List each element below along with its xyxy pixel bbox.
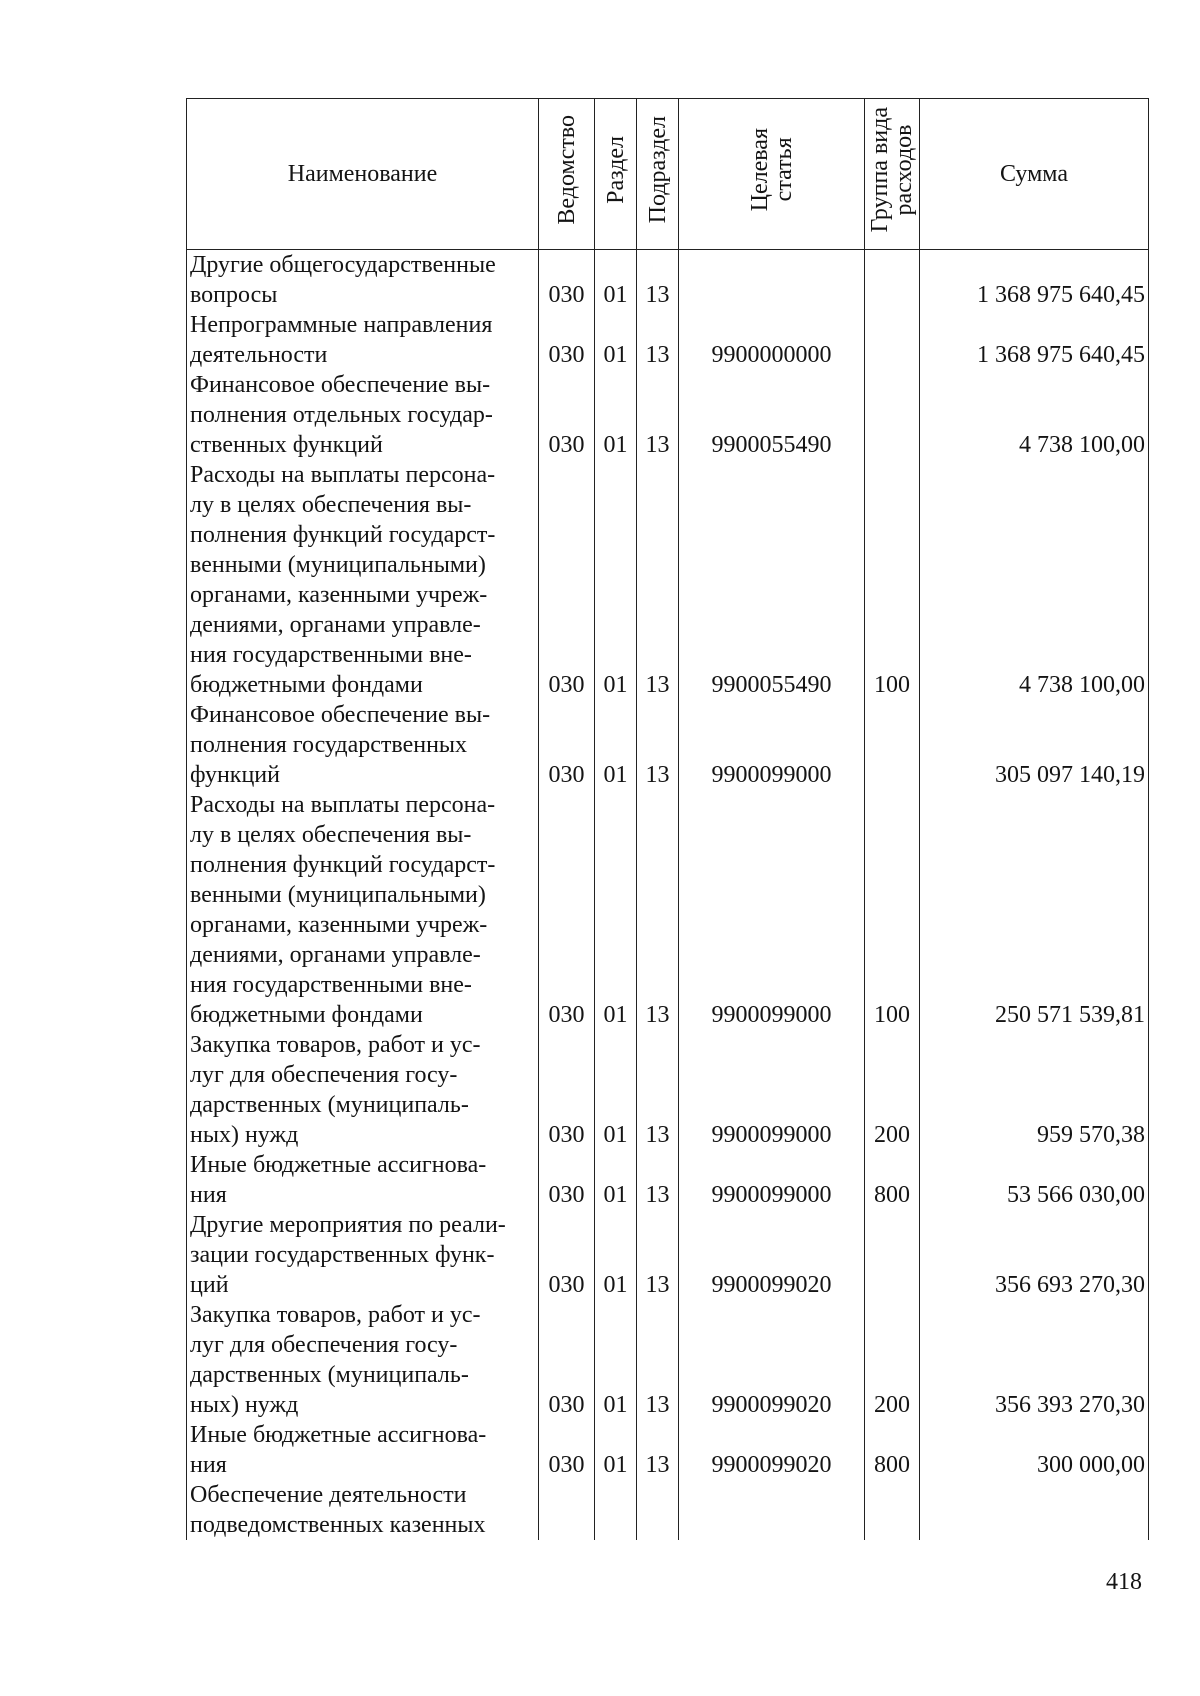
cell-amount: 4 738 100,00 <box>920 460 1149 700</box>
cell-name-line: луг для обеспечения госу- <box>190 1062 458 1088</box>
page-number: 418 <box>1106 1569 1142 1595</box>
cell-name-line: Финансовое обеспечение вы- <box>190 372 491 398</box>
cell-target-article: 9900099000 <box>679 700 865 790</box>
cell-name-line: дарственных (муниципаль- <box>190 1362 469 1388</box>
cell-target-article: 9900099020 <box>679 1420 865 1480</box>
cell-name-line: Обеспечение деятельности <box>190 1482 467 1508</box>
cell-name-line: ния государственными вне- <box>190 642 472 668</box>
cell-amount: 959 570,38 <box>920 1030 1149 1150</box>
cell-section: 01 <box>595 460 637 700</box>
cell-name-line: венными (муниципальными) <box>190 552 486 578</box>
cell-amount: 1 368 975 640,45 <box>920 310 1149 370</box>
table-row <box>187 1300 1149 1420</box>
cell-subsection: 13 <box>637 250 679 311</box>
cell-amount: 300 000,00 <box>920 1420 1149 1480</box>
cell-subsection <box>637 1480 679 1540</box>
cell-name-line: подведомственных казенных <box>190 1512 486 1538</box>
cell-department: 030 <box>539 460 595 700</box>
cell-section: 01 <box>595 370 637 460</box>
cell-section: 01 <box>595 1150 637 1210</box>
cell-subsection: 13 <box>637 700 679 790</box>
cell-expense-group: 800 <box>865 1150 920 1210</box>
cell-name-line: деятельности <box>190 342 328 368</box>
table-row <box>187 370 1149 460</box>
cell-section: 01 <box>595 1210 637 1300</box>
table-row <box>187 790 1149 1030</box>
cell-expense-group: 200 <box>865 1030 920 1150</box>
header-amount: Сумма <box>920 99 1149 250</box>
cell-name-line: вопросы <box>190 282 278 308</box>
cell-name-line: ственных функций <box>190 432 383 458</box>
cell-expense-group <box>865 1480 920 1540</box>
cell-name-line: дениями, органами управле- <box>190 612 481 638</box>
cell-name-line: Непрограммные направления <box>190 312 493 338</box>
cell-section: 01 <box>595 310 637 370</box>
cell-name <box>187 790 539 1030</box>
cell-amount: 4 738 100,00 <box>920 370 1149 460</box>
cell-name-line: полнения государственных <box>190 732 468 758</box>
cell-target-article: 9900099020 <box>679 1210 865 1300</box>
cell-name-line: бюджетными фондами <box>190 1002 423 1028</box>
header-department: Ведомство <box>539 99 595 250</box>
cell-name <box>187 310 539 370</box>
cell-target-article: 9900099000 <box>679 1030 865 1150</box>
cell-name <box>187 1420 539 1480</box>
cell-section: 01 <box>595 790 637 1030</box>
cell-department: 030 <box>539 790 595 1030</box>
cell-expense-group <box>865 250 920 311</box>
header-section: Раздел <box>595 99 637 250</box>
cell-expense-group <box>865 310 920 370</box>
cell-name-line: ния государственными вне- <box>190 972 472 998</box>
cell-subsection: 13 <box>637 790 679 1030</box>
cell-name <box>187 250 539 311</box>
cell-name-line: бюджетными фондами <box>190 672 423 698</box>
cell-name-line: органами, казенными учреж- <box>190 582 488 608</box>
cell-subsection: 13 <box>637 1210 679 1300</box>
table-row <box>187 700 1149 790</box>
cell-subsection: 13 <box>637 310 679 370</box>
cell-department <box>539 1480 595 1540</box>
cell-amount: 356 693 270,30 <box>920 1210 1149 1300</box>
cell-target-article: 9900055490 <box>679 370 865 460</box>
cell-amount: 250 571 539,81 <box>920 790 1149 1030</box>
table-row <box>187 1150 1149 1210</box>
header-expense-group: Группа вида расходов <box>865 99 920 250</box>
cell-target-article: 9900055490 <box>679 460 865 700</box>
cell-amount: 356 393 270,30 <box>920 1300 1149 1420</box>
cell-subsection: 13 <box>637 370 679 460</box>
cell-subsection: 13 <box>637 1420 679 1480</box>
cell-section: 01 <box>595 700 637 790</box>
cell-target-article <box>679 250 865 311</box>
cell-subsection: 13 <box>637 1300 679 1420</box>
cell-amount: 53 566 030,00 <box>920 1150 1149 1210</box>
cell-name-line: Расходы на выплаты персона- <box>190 462 496 488</box>
table-row <box>187 1420 1149 1480</box>
cell-expense-group: 100 <box>865 790 920 1030</box>
header-name: Наименование <box>187 99 539 250</box>
table-row <box>187 250 1149 311</box>
cell-name-line: Закупка товаров, работ и ус- <box>190 1302 481 1328</box>
cell-name-line: ных) нужд <box>190 1392 299 1418</box>
cell-name-line: полнения функций государст- <box>190 852 496 878</box>
cell-name <box>187 700 539 790</box>
cell-target-article <box>679 1480 865 1540</box>
cell-expense-group <box>865 700 920 790</box>
cell-amount <box>920 1480 1149 1540</box>
cell-name <box>187 1210 539 1300</box>
cell-expense-group <box>865 370 920 460</box>
cell-subsection: 13 <box>637 1150 679 1210</box>
cell-name-line: зации государственных функ- <box>190 1242 495 1268</box>
cell-target-article: 9900099000 <box>679 1150 865 1210</box>
cell-department: 030 <box>539 1030 595 1150</box>
cell-name-line: Закупка товаров, работ и ус- <box>190 1032 481 1058</box>
header-row <box>187 99 1149 250</box>
cell-name-line: ций <box>190 1272 229 1298</box>
cell-name-line: ния <box>190 1182 227 1208</box>
cell-section: 01 <box>595 250 637 311</box>
cell-department: 030 <box>539 1150 595 1210</box>
cell-section: 01 <box>595 1420 637 1480</box>
cell-name-line: ных) нужд <box>190 1122 299 1148</box>
cell-name-line: Другие общегосударственные <box>190 252 496 278</box>
cell-target-article: 9900000000 <box>679 310 865 370</box>
cell-amount: 1 368 975 640,45 <box>920 250 1149 311</box>
cell-name <box>187 1030 539 1150</box>
cell-department: 030 <box>539 700 595 790</box>
cell-section: 01 <box>595 1300 637 1420</box>
table-row <box>187 1030 1149 1150</box>
cell-name-line: дениями, органами управле- <box>190 942 481 968</box>
cell-department: 030 <box>539 1420 595 1480</box>
cell-name-line: дарственных (муниципаль- <box>190 1092 469 1118</box>
cell-name-line: Иные бюджетные ассигнова- <box>190 1152 487 1178</box>
cell-name-line: венными (муниципальными) <box>190 882 486 908</box>
cell-name-line: Расходы на выплаты персона- <box>190 792 496 818</box>
cell-name-line: Финансовое обеспечение вы- <box>190 702 491 728</box>
cell-department: 030 <box>539 310 595 370</box>
cell-department: 030 <box>539 1300 595 1420</box>
cell-name-line: лу в целях обеспечения вы- <box>190 822 472 848</box>
cell-name-line: лу в целях обеспечения вы- <box>190 492 472 518</box>
cell-subsection: 13 <box>637 1030 679 1150</box>
cell-section <box>595 1480 637 1540</box>
budget-table <box>186 98 1149 1540</box>
header-target-article: Целевая статья <box>679 99 865 250</box>
table-row <box>187 1210 1149 1300</box>
cell-expense-group: 200 <box>865 1300 920 1420</box>
cell-department: 030 <box>539 1210 595 1300</box>
cell-target-article: 9900099020 <box>679 1300 865 1420</box>
cell-name-line: ния <box>190 1452 227 1478</box>
cell-expense-group: 100 <box>865 460 920 700</box>
cell-name <box>187 370 539 460</box>
cell-name <box>187 1150 539 1210</box>
cell-name-line: луг для обеспечения госу- <box>190 1332 458 1358</box>
cell-department: 030 <box>539 250 595 311</box>
cell-section: 01 <box>595 1030 637 1150</box>
cell-name-line: полнения функций государст- <box>190 522 496 548</box>
cell-expense-group <box>865 1210 920 1300</box>
cell-name-line: Другие мероприятия по реали- <box>190 1212 506 1238</box>
cell-name-line: Иные бюджетные ассигнова- <box>190 1422 487 1448</box>
cell-name-line: функций <box>190 762 280 788</box>
cell-name-line: полнения отдельных государ- <box>190 402 493 428</box>
cell-name <box>187 1480 539 1540</box>
table-body <box>187 250 1149 1541</box>
cell-expense-group: 800 <box>865 1420 920 1480</box>
table-row <box>187 310 1149 370</box>
cell-target-article: 9900099000 <box>679 790 865 1030</box>
cell-name <box>187 1300 539 1420</box>
cell-department: 030 <box>539 370 595 460</box>
cell-amount: 305 097 140,19 <box>920 700 1149 790</box>
cell-subsection: 13 <box>637 460 679 700</box>
header-subsection: Подраздел <box>637 99 679 250</box>
table-row <box>187 1480 1149 1540</box>
cell-name <box>187 460 539 700</box>
table-row <box>187 460 1149 700</box>
cell-name-line: органами, казенными учреж- <box>190 912 488 938</box>
